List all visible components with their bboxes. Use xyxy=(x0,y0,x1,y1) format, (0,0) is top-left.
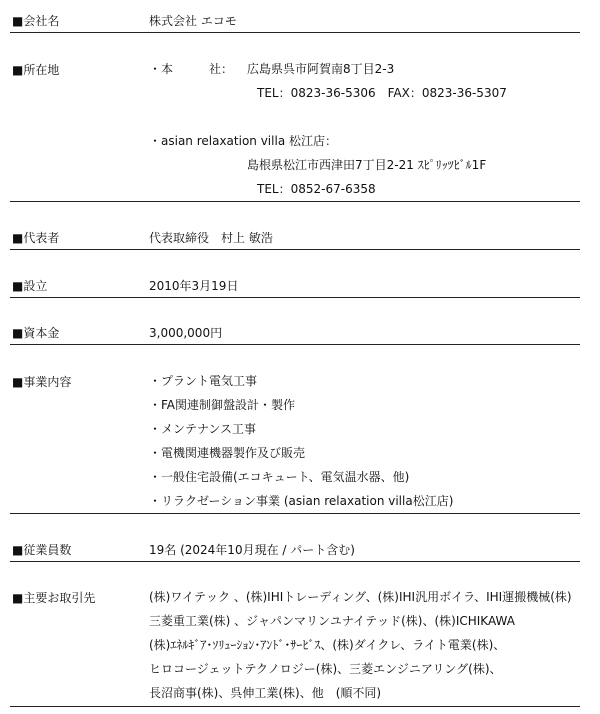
business-item: ・電機関連機器製作及び販売 xyxy=(149,446,306,460)
business-label: ■事業内容 xyxy=(12,375,72,389)
company-value: 株式会社 エコモ xyxy=(149,14,237,28)
representative-label: ■代表者 xyxy=(12,231,60,245)
divider xyxy=(10,513,580,514)
business-item: ・リラクゼーション事業 (asian relaxation villa松江店) xyxy=(149,494,454,508)
divider xyxy=(10,249,580,250)
divider xyxy=(10,32,580,33)
company-label: ■会社名 xyxy=(12,14,60,28)
divider xyxy=(10,561,580,562)
hq-prefix: ・本 社： xyxy=(149,62,234,76)
divider xyxy=(10,297,580,298)
representative-value: 代表取締役 村上 敏浩 xyxy=(149,231,273,245)
branch-phone: TEL：0852-67-6358 xyxy=(257,182,376,196)
hq-phone: TEL：0823-36-5306 FAX：0823-36-5307 xyxy=(257,86,507,100)
address-label: ■所在地 xyxy=(12,63,60,77)
divider xyxy=(10,706,580,707)
client-line: 三菱重工業(株) 、ジャパンマリンユナイテッド(株)、(株)ICHIKAWA xyxy=(149,614,515,628)
clients-label: ■主要お取引先 xyxy=(12,591,96,605)
hq-address: 広島県呉市阿賀南8丁目2-3 xyxy=(247,62,395,76)
established-value: 2010年3月19日 xyxy=(149,279,239,293)
client-line: (株)ワイテック 、(株)IHIトレーディング、(株)IHI汎用ボイラ、IHI運搬機械(株) xyxy=(149,590,572,604)
divider xyxy=(10,344,580,345)
business-item: ・FA関連制御盤設計・製作 xyxy=(149,398,296,412)
client-line: (株)ｴﾈﾙｷﾞｱ･ｿﾘｭｰｼｮﾝ･ｱﾝﾄﾞ･ｻｰﾋﾞｽ、(株)ダイクレ、ライト電業(株)、 xyxy=(149,638,506,652)
business-item: ・プラント電気工事 xyxy=(149,374,258,388)
divider xyxy=(10,201,580,202)
capital-label: ■資本金 xyxy=(12,326,60,340)
client-line: ヒロコージェットテクノロジー(株)、三菱エンジニアリング(株)、 xyxy=(149,662,502,676)
employees-label: ■従業員数 xyxy=(12,543,72,557)
capital-value: 3,000,000円 xyxy=(149,326,223,340)
client-line: 長沼商事(株)、呉伸工業(株)、他 (順不同) xyxy=(149,686,382,700)
branch-address: 島根県松江市西津田7丁目2-21 ｽﾋﾟﾘｯﾂﾋﾞﾙ1F xyxy=(247,158,487,172)
established-label: ■設立 xyxy=(12,279,48,293)
employees-value: 19名 (2024年10月現在 / パート含む) xyxy=(149,543,355,557)
business-item: ・一般住宅設備(エコキュート、電気温水器、他) xyxy=(149,470,410,484)
business-item: ・メンテナンス工事 xyxy=(149,422,257,436)
branch-title: ・asian relaxation villa 松江店： xyxy=(149,134,337,148)
